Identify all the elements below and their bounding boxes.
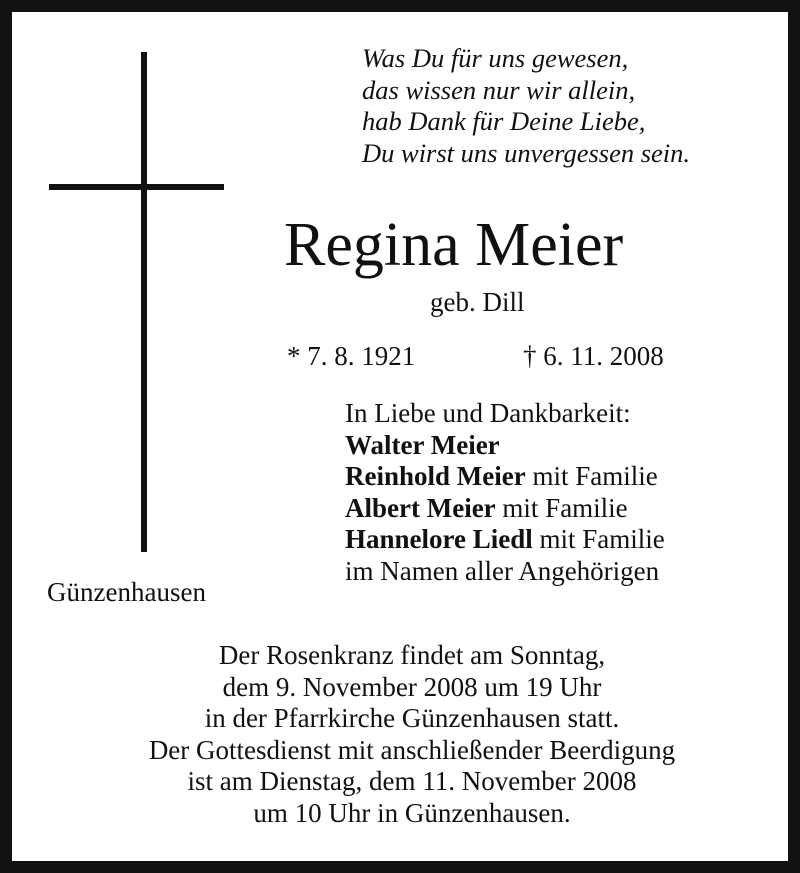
cross-icon: [141, 52, 147, 552]
poem-line: Was Du für uns gewesen,: [362, 43, 629, 73]
mourner-row: [345, 461, 785, 493]
birth-date: * 7. 8. 1921: [287, 341, 416, 371]
mourners-closing: im Namen aller Angehörigen: [345, 555, 660, 586]
mourner-name: Walter Meier: [345, 429, 500, 460]
memorial-poem: [362, 43, 782, 169]
place-name: Günzenhausen: [47, 577, 206, 607]
service-line: dem 9. November 2008 um 19 Uhr: [222, 671, 602, 702]
mourner-row: [345, 493, 785, 525]
service-announcement: [52, 640, 772, 829]
maiden-name: geb. Dill: [430, 287, 525, 317]
service-line: in der Pfarrkirche Günzenhausen statt.: [204, 703, 620, 733]
service-line: ist am Dienstag, dem 11. November 2008: [187, 766, 637, 796]
service-line: Der Gottesdienst mit anschließender Beerdigung: [148, 734, 676, 765]
service-line: um 10 Uhr in Günzenhausen.: [253, 797, 571, 828]
poem-line: das wissen nur wir allein,: [362, 74, 636, 105]
mourner-name: Reinhold Meier: [345, 461, 526, 491]
mourner-name: Hannelore Liedl: [345, 524, 533, 554]
poem-line: Du wirst uns unvergessen sein.: [362, 137, 691, 168]
mourners-intro: In Liebe und Dankbarkeit:: [345, 398, 631, 428]
mourner-suffix: mit Familie: [495, 492, 628, 523]
death-date: † 6. 11. 2008: [523, 341, 664, 371]
mourners-block: [345, 398, 785, 587]
cross-icon-crossbar: [49, 184, 224, 190]
mourner-suffix: mit Familie: [532, 524, 665, 554]
mourner-name: Albert Meier: [345, 492, 496, 523]
mourner-row: [345, 524, 785, 556]
poem-line: hab Dank für Deine Liebe,: [362, 106, 646, 136]
mourner-suffix: mit Familie: [525, 461, 658, 491]
service-line: Der Rosenkranz findet am Sonntag,: [218, 640, 606, 670]
mourner-row: [345, 430, 785, 462]
deceased-name: Regina Meier: [284, 211, 624, 279]
